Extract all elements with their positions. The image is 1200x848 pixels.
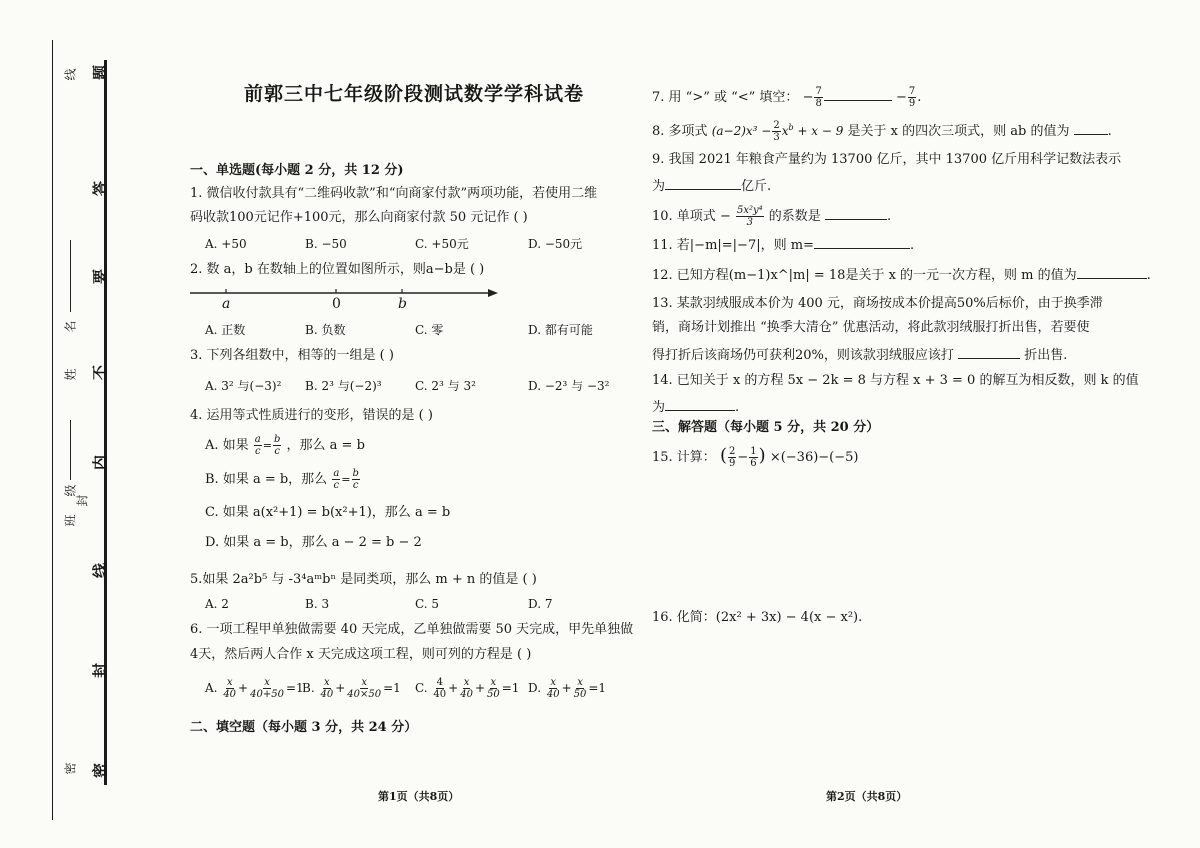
margin-char-8: 密 [91,762,110,779]
q8-answer-blank[interactable] [1074,122,1108,135]
q2-option-a: A. 正数 [205,323,246,337]
name-label-2: 名 [63,320,78,333]
q4-option-a: A. 如果 $\frac{a}{c}$ = $\frac{b}{c}$ ，那么 a = b [205,434,365,457]
number-line-label-b: b [398,296,407,312]
q3-option-b: B. 2³ 与(−2)³ [305,379,382,393]
q13-line1: 13. 某款羽绒服成本价为 400 元，商场按成本价提高50%后标价，由于换季滞 [652,296,1103,311]
q3-option-d: D. −2³ 与 −3² [528,379,610,393]
q4-option-a-tail: ，那么 a = b [286,438,365,453]
number-line-label-a: a [222,296,231,312]
q3-option-a: A. 3² 与(−3)² [205,379,282,393]
q1-option-b: B. −50 [305,237,347,251]
q4-option-d: D. 如果 a = b，那么 a − 2 = b − 2 [205,535,422,550]
q14-line2: 为 . [652,400,740,415]
q10-suffix: 的系数是 [768,209,821,224]
q1-option-a: A. +50 [205,237,247,251]
q6-line2: 4天，然后两人合作 x 天完成这项工程，则可列的方程是 ( ) [190,647,532,662]
q2-option-b: B. 负数 [305,323,346,337]
q4-option-b-prefix: B. 如果 a = b，那么 [205,472,328,487]
q4-fraction-b-b-over-c: $\frac{b}{c}$ [352,468,359,491]
margin-char-2: 答 [91,180,110,197]
q13-line3: 得打折后该商场仍可获利20%，则该款羽绒服应该打 折出售. [652,348,1068,363]
margin-char-4: 不 [91,364,110,381]
q15: 15. 计算： ( $\frac{2}{9}$ − $\frac{1}{6}$ ) ×(−36)−(−5) [652,445,859,469]
page2-footer: 第2页（共8页） [826,790,908,803]
q15-prefix: 15. 计算： [652,450,716,465]
q13-line2: 销，商场计划推出 “换季大清仓” 优惠活动，将此款羽绒服打折出售，若要使 [652,320,1090,335]
section3-heading: 三、解答题（每小题 5 分，共 20 分） [652,420,880,435]
q4-fraction-b-over-c: $\frac{b}{c}$ [273,434,281,457]
q11: 11. 若|−m|=|−7|，则 m= . [652,238,915,253]
binding-line-outer [52,40,53,820]
q6-option-a: A. $\frac{x}{40}$ + $\frac{x}{40+50}$ =1 [205,677,304,700]
q11-stem: 11. 若|−m|=|−7|，则 m= [652,238,814,253]
section1-heading: 一、单选题(每小题 2 分，共 12 分) [190,163,404,178]
number-line-label-zero: 0 [332,296,341,312]
q13-answer-blank[interactable] [958,346,1020,359]
q8: 8. 多项式 (a−2)x³ − $\frac{2}{3}$ $x^b + x - 9$ 是关于 x 的四次三项式，则 ab 的值为 . [652,120,1112,143]
q7-stem: 7. 用 “>” 或 “<” 填空： [652,90,799,105]
q12: 12. 已知方程(m−1)x^|m| = 18是关于 x 的一元一次方程，则 m 的值为 . [652,268,1151,283]
q7-answer-blank[interactable] [824,88,892,101]
margin-char-7: 封 [91,662,110,679]
margin-char-1: 题 [91,64,110,81]
margin-char-3: 要 [91,268,110,285]
q1-line1: 1. 微信收付款具有“二维码收款”和“向商家付款”两项功能，若使用二维 [190,186,598,201]
q6-option-c: C. $\frac{4}{40}$ + $\frac{x}{40}$ + $\frac{x}{50}$ =1 [415,677,520,700]
q4-fraction-b-a-over-c: $\frac{a}{c}$ [333,468,340,491]
q9-line2: 为 亿斤. [652,179,772,194]
binding-mark-line: 线 [63,68,78,81]
q15-suffix: ×(−36)−(−5) [769,450,859,465]
class-label-2: 级 [63,484,78,497]
q1-line2: 码收款100元记作+100元，那么向商家付款 50 元记作 ( ) [190,210,528,225]
name-field-line [70,240,71,312]
q12-answer-blank[interactable] [1077,266,1147,279]
binding-mark-close: 密 [63,762,78,775]
q6-option-d: D. $\frac{x}{40}$ + $\frac{x}{50}$ =1 [528,677,607,700]
q4-option-a-prefix: A. 如果 [205,438,249,453]
q5-option-c: C. 5 [415,597,440,611]
q4-stem: 4. 运用等式性质进行的变形，错误的是 ( ) [190,408,433,423]
q9-answer-blank[interactable] [665,177,741,190]
q14-line1: 14. 已知关于 x 的方程 5x − 2k = 8 与方程 x + 3 = 0 的解互为相反数，则 k 的值 [652,373,1139,388]
q6-line1: 6. 一项工程甲单独做需要 40 天完成，乙单独做需要 50 天完成，甲先单独做 [190,622,634,637]
q3-stem: 3. 下列各组数中，相等的一组是 ( ) [190,348,394,363]
q9-line1: 9. 我国 2021 年粮食产量约为 13700 亿斤，其中 13700 亿斤用科学记数法表示 [652,152,1122,167]
name-label-1: 姓 [63,368,78,381]
q1-option-d: D. −50元 [528,237,583,251]
q3-option-c: C. 2³ 与 3² [415,379,476,393]
q2-option-c: C. 零 [415,323,444,337]
q4-option-b: B. 如果 a = b，那么 $\frac{a}{c}$ = $\frac{b}{c}$ [205,468,359,491]
q5-option-d: D. 7 [528,597,553,611]
q10-prefix: 10. 单项式 − [652,209,731,224]
exam-title: 前郭三中七年级阶段测试数学学科试卷 [244,83,585,105]
q11-answer-blank[interactable] [814,236,910,249]
q16: 16. 化简：(2x² + 3x) − 4(x − x²). [652,610,863,625]
q2-option-d: D. 都有可能 [528,323,593,337]
section2-heading: 二、填空题（每小题 3 分，共 24 分） [190,720,418,735]
binding-mark-seal: 封 [75,494,90,507]
q14-answer-blank[interactable] [665,398,735,411]
margin-char-5: 内 [91,454,110,471]
q2-stem: 2. 数 a，b 在数轴上的位置如图所示，则a−b是 ( ) [190,262,485,277]
q8-suffix: 是关于 x 的四次三项式，则 ab 的值为 [847,124,1070,139]
q4-option-c: C. 如果 a(x²+1) = b(x²+1)，那么 a = b [205,505,451,520]
class-label-1: 班 [63,514,78,527]
q8-prefix: 8. 多项式 [652,124,708,139]
page1-footer: 第1页（共8页） [378,790,460,803]
number-line [188,282,503,316]
margin-char-6: 线 [91,562,110,579]
q10-answer-blank[interactable] [825,207,887,220]
q5-option-a: A. 2 [205,597,229,611]
q6-option-b: B. $\frac{x}{40}$ + $\frac{x}{40\times 50}$ =1 [302,677,401,700]
q5-stem: 5.如果 2a²b⁵ 与 -3⁴aᵐbⁿ 是同类项，那么 m + n 的值是 ( ) [190,572,537,587]
class-field-line [70,420,71,480]
q12-stem: 12. 已知方程(m−1)x^|m| = 18是关于 x 的一元一次方程，则 m 的值为 [652,268,1077,283]
q10: 10. 单项式 − $\frac{\text{5x²y⁴}}{3}$ 的系数是 . [652,205,892,228]
q7: 7. 用 “>” 或 “<” 填空： − $\frac{7}{8}$ − $\frac{7}{9}$ . [652,86,922,109]
q1-option-c: C. +50元 [415,237,469,251]
q5-option-b: B. 3 [305,597,330,611]
q4-fraction-a-over-c: $\frac{a}{c}$ [254,434,261,457]
